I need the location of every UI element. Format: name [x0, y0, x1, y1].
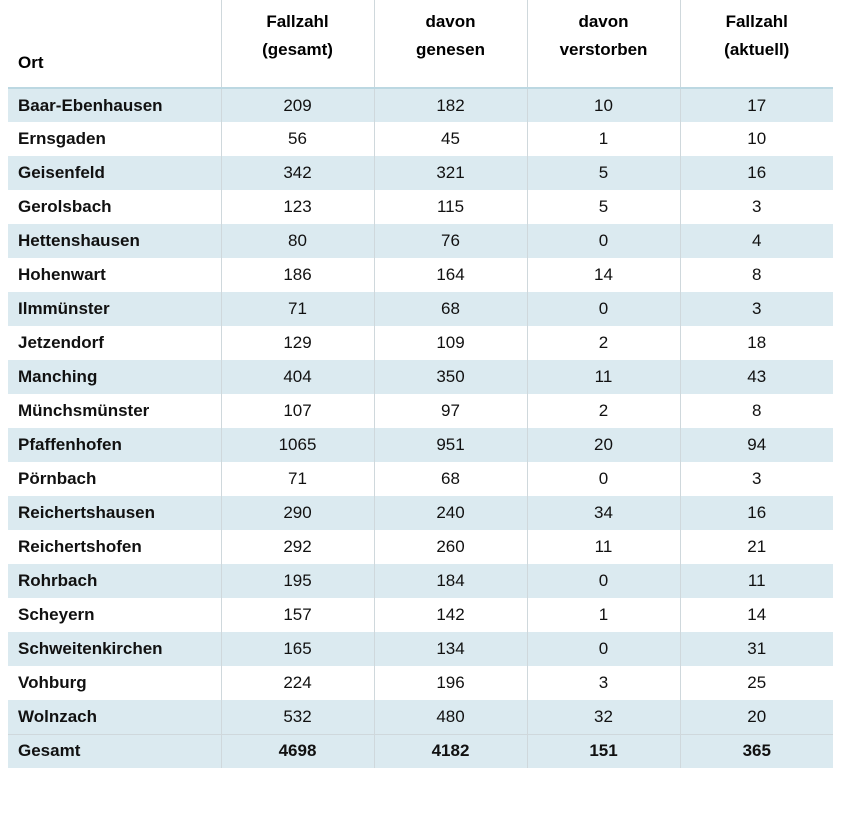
cell-gesamt: 195 [221, 564, 374, 598]
table-row [8, 496, 833, 530]
cell-ort: Rohrbach [8, 564, 221, 598]
table-header-row [8, 0, 833, 88]
table-row [8, 700, 833, 734]
cell-ort: Pörnbach [8, 462, 221, 496]
cell-genesen: 76 [374, 224, 527, 258]
cell-verstorben: 2 [527, 394, 680, 428]
cell-genesen: 182 [374, 88, 527, 122]
table-row [8, 666, 833, 700]
cell-gesamt: 404 [221, 360, 374, 394]
cell-ort: Pfaffenhofen [8, 428, 221, 462]
cell-ort: Münchsmünster [8, 394, 221, 428]
table-body [8, 88, 833, 768]
column-header-davon-genesen-line1: davon [425, 12, 476, 31]
table-total-row [8, 734, 833, 768]
cell-ort: Jetzendorf [8, 326, 221, 360]
cell-gesamt: 157 [221, 598, 374, 632]
cell-gesamt: 342 [221, 156, 374, 190]
cell-genesen: 350 [374, 360, 527, 394]
cell-genesen: 134 [374, 632, 527, 666]
table-row [8, 224, 833, 258]
table-row [8, 190, 833, 224]
table-row [8, 564, 833, 598]
table-row [8, 292, 833, 326]
cell-genesen: 184 [374, 564, 527, 598]
table-row [8, 632, 833, 666]
cell-genesen: 164 [374, 258, 527, 292]
cell-gesamt: 129 [221, 326, 374, 360]
cell-aktuell: 25 [680, 666, 833, 700]
cell-aktuell: 10 [680, 122, 833, 156]
cell-genesen: 142 [374, 598, 527, 632]
cell-verstorben: 0 [527, 564, 680, 598]
cell-aktuell: 11 [680, 564, 833, 598]
cell-verstorben: 1 [527, 122, 680, 156]
cell-verstorben: 14 [527, 258, 680, 292]
cell-ort: Ernsgaden [8, 122, 221, 156]
cell-aktuell: 21 [680, 530, 833, 564]
cell-aktuell: 16 [680, 156, 833, 190]
cell-aktuell: 14 [680, 598, 833, 632]
cell-genesen: 68 [374, 462, 527, 496]
cell-aktuell: 8 [680, 394, 833, 428]
table-row [8, 428, 833, 462]
cell-ort: Hohenwart [8, 258, 221, 292]
cell-gesamt: 165 [221, 632, 374, 666]
table-row [8, 394, 833, 428]
cell-ort: Vohburg [8, 666, 221, 700]
cell-genesen: 45 [374, 122, 527, 156]
cell-verstorben: 2 [527, 326, 680, 360]
cell-genesen: 115 [374, 190, 527, 224]
cell-genesen: 260 [374, 530, 527, 564]
cell-gesamt: 1065 [221, 428, 374, 462]
table-row [8, 156, 833, 190]
table-row [8, 462, 833, 496]
cell-verstorben: 11 [527, 360, 680, 394]
cell-verstorben: 0 [527, 224, 680, 258]
cell-aktuell: 3 [680, 292, 833, 326]
cell-verstorben: 0 [527, 632, 680, 666]
cell-genesen: 196 [374, 666, 527, 700]
table-row [8, 122, 833, 156]
cell-aktuell: 17 [680, 88, 833, 122]
cell-genesen: 321 [374, 156, 527, 190]
cell-verstorben-total: 151 [527, 734, 680, 768]
cell-verstorben: 20 [527, 428, 680, 462]
column-header-fallzahl-gesamt [221, 0, 374, 88]
cell-verstorben: 5 [527, 156, 680, 190]
cell-genesen: 480 [374, 700, 527, 734]
cell-aktuell: 43 [680, 360, 833, 394]
cell-verstorben: 5 [527, 190, 680, 224]
cell-genesen: 109 [374, 326, 527, 360]
cell-ort: Reichertshausen [8, 496, 221, 530]
cell-aktuell: 18 [680, 326, 833, 360]
cell-aktuell: 31 [680, 632, 833, 666]
cell-aktuell: 3 [680, 190, 833, 224]
cell-genesen: 68 [374, 292, 527, 326]
cell-genesen: 97 [374, 394, 527, 428]
cell-verstorben: 0 [527, 462, 680, 496]
cell-gesamt: 292 [221, 530, 374, 564]
column-header-davon-verstorben-line1: davon [578, 12, 629, 31]
cell-ort: Reichertshofen [8, 530, 221, 564]
column-header-fallzahl-gesamt-line1: Fallzahl [266, 12, 329, 31]
cell-gesamt: 56 [221, 122, 374, 156]
cell-ort: Ilmmünster [8, 292, 221, 326]
table-header [8, 0, 833, 88]
cell-gesamt: 107 [221, 394, 374, 428]
column-header-davon-genesen-line2: genesen [416, 40, 485, 59]
table-row [8, 326, 833, 360]
cell-gesamt: 71 [221, 462, 374, 496]
table-row [8, 88, 833, 122]
cell-verstorben: 34 [527, 496, 680, 530]
column-header-fallzahl-gesamt-line2: (gesamt) [262, 40, 333, 59]
table-row [8, 360, 833, 394]
cell-gesamt: 186 [221, 258, 374, 292]
cell-ort: Manching [8, 360, 221, 394]
cell-aktuell: 20 [680, 700, 833, 734]
table-row [8, 598, 833, 632]
cell-aktuell: 3 [680, 462, 833, 496]
cell-aktuell: 16 [680, 496, 833, 530]
cell-gesamt-total: 4698 [221, 734, 374, 768]
cell-gesamt: 71 [221, 292, 374, 326]
cell-ort: Scheyern [8, 598, 221, 632]
cell-ort: Baar-Ebenhausen [8, 88, 221, 122]
column-header-ort-line1: Ort [18, 53, 44, 72]
cell-ort: Gerolsbach [8, 190, 221, 224]
cell-verstorben: 11 [527, 530, 680, 564]
cell-ort: Schweitenkirchen [8, 632, 221, 666]
cell-ort: Hettenshausen [8, 224, 221, 258]
cell-gesamt: 290 [221, 496, 374, 530]
cell-verstorben: 32 [527, 700, 680, 734]
cell-verstorben: 3 [527, 666, 680, 700]
cell-genesen-total: 4182 [374, 734, 527, 768]
column-header-fallzahl-aktuell-line1: Fallzahl [725, 12, 788, 31]
table-row [8, 530, 833, 564]
cell-gesamt: 80 [221, 224, 374, 258]
cell-aktuell-total: 365 [680, 734, 833, 768]
cell-verstorben: 1 [527, 598, 680, 632]
cell-aktuell: 8 [680, 258, 833, 292]
cell-gesamt: 532 [221, 700, 374, 734]
column-header-fallzahl-aktuell-line2: (aktuell) [724, 40, 790, 59]
cell-gesamt: 209 [221, 88, 374, 122]
cell-aktuell: 94 [680, 428, 833, 462]
cell-genesen: 951 [374, 428, 527, 462]
cell-ort: Geisenfeld [8, 156, 221, 190]
cell-gesamt: 123 [221, 190, 374, 224]
column-header-ort [8, 0, 221, 88]
column-header-davon-genesen [374, 0, 527, 88]
column-header-fallzahl-aktuell [680, 0, 833, 88]
column-header-davon-verstorben [527, 0, 680, 88]
cell-ort-total: Gesamt [8, 734, 221, 768]
cell-genesen: 240 [374, 496, 527, 530]
case-numbers-table [8, 0, 833, 768]
cell-gesamt: 224 [221, 666, 374, 700]
table-row [8, 258, 833, 292]
cell-ort: Wolnzach [8, 700, 221, 734]
column-header-davon-verstorben-line2: verstorben [559, 40, 648, 59]
cell-verstorben: 10 [527, 88, 680, 122]
cell-verstorben: 0 [527, 292, 680, 326]
cell-aktuell: 4 [680, 224, 833, 258]
